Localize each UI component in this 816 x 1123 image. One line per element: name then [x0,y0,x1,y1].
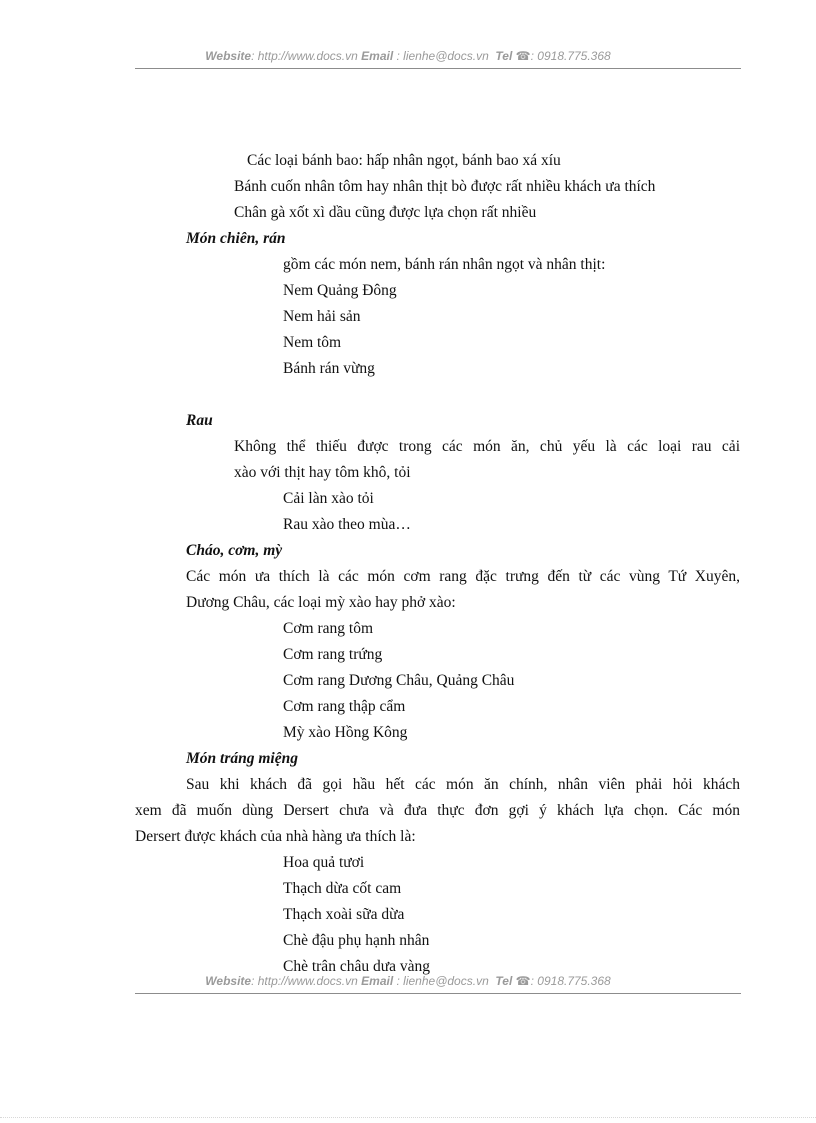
fried-intro: gồm các món nem, bánh rán nhân ngọt và nhân thịt: [283,256,606,273]
list-item: Nem tôm [283,334,342,351]
footer-email-label: Email [361,974,394,988]
list-item: Cơm rang trứng [283,646,383,663]
list-item: Cải làn xào tỏi [283,490,374,507]
list-item: Bánh rán vừng [283,360,375,377]
intro-line: Bánh cuốn nhân tôm hay nhân thịt bò được rất nhiều khách ưa thích [234,178,656,195]
intro-line: Các loại bánh bao: hấp nhân ngọt, bánh bao xá xíu [247,152,561,169]
phone-icon: ☎ [515,974,531,988]
dessert-paragraph-line: Sau khi khách đã gọi hầu hết các món ăn chính, nhân viên phải hỏi khách [186,776,740,793]
footer-rule [135,993,741,994]
header-email-label: Email [361,49,394,63]
list-item: Rau xào theo mùa… [283,516,411,533]
footer-website-label: Website [205,974,252,988]
footer-tel-value: : 0918.775.368 [530,974,611,988]
rice-paragraph-line: Các món ưa thích là các món cơm rang đặc trưng đến từ các vùng Tứ Xuyên, [186,568,740,585]
section-heading-rice: Cháo, cơm, mỳ [186,542,283,559]
list-item: Chè trân châu dưa vàng [283,958,430,975]
list-item: Chè đậu phụ hạnh nhân [283,932,430,949]
page-header [0,49,816,63]
section-heading-fried: Món chiên, rán [186,230,286,247]
footer-tel-label: Tel [495,974,513,988]
header-website-url: : http://www.docs.vn [251,49,358,63]
dessert-paragraph-line: xem đã muốn dùng Dersert chưa và đưa thực đơn gợi ý khách lựa chọn. Các món [135,802,740,819]
section-heading-veg: Rau [186,412,213,429]
header-rule [135,68,741,69]
list-item: Hoa quả tươi [283,854,365,871]
header-tel-label: Tel [495,49,513,63]
list-item: Thạch dừa cốt cam [283,880,402,897]
footer-email-value: : lienhe@docs.vn [393,974,489,988]
list-item: Cơm rang tôm [283,620,373,637]
page-footer [0,974,816,988]
list-item: Nem hải sản [283,308,361,325]
list-item: Thạch xoài sữa dừa [283,906,405,923]
page-bottom-edge [0,1117,816,1118]
veg-paragraph-line: Không thể thiếu được trong các món ăn, chủ yếu là các loại rau cải [234,438,740,455]
dessert-paragraph-line: Dersert được khách của nhà hàng ưa thích là: [135,828,416,845]
intro-line: Chân gà xốt xì dầu cũng được lựa chọn rất nhiều [234,204,537,221]
footer-website-url: : http://www.docs.vn [251,974,358,988]
list-item: Cơm rang thập cẩm [283,698,406,715]
rice-paragraph-line: Dương Châu, các loại mỳ xào hay phở xào: [186,594,456,611]
header-email-value: : lienhe@docs.vn [393,49,489,63]
veg-paragraph-line: xào với thịt hay tôm khô, tỏi [234,464,411,481]
header-tel-value: : 0918.775.368 [530,49,611,63]
header-website-label: Website [205,49,252,63]
list-item: Nem Quảng Đông [283,282,397,299]
phone-icon: ☎ [515,49,531,63]
section-heading-dessert: Món tráng miệng [186,750,298,767]
list-item: Cơm rang Dương Châu, Quảng Châu [283,672,515,689]
list-item: Mỳ xào Hồng Kông [283,724,408,741]
